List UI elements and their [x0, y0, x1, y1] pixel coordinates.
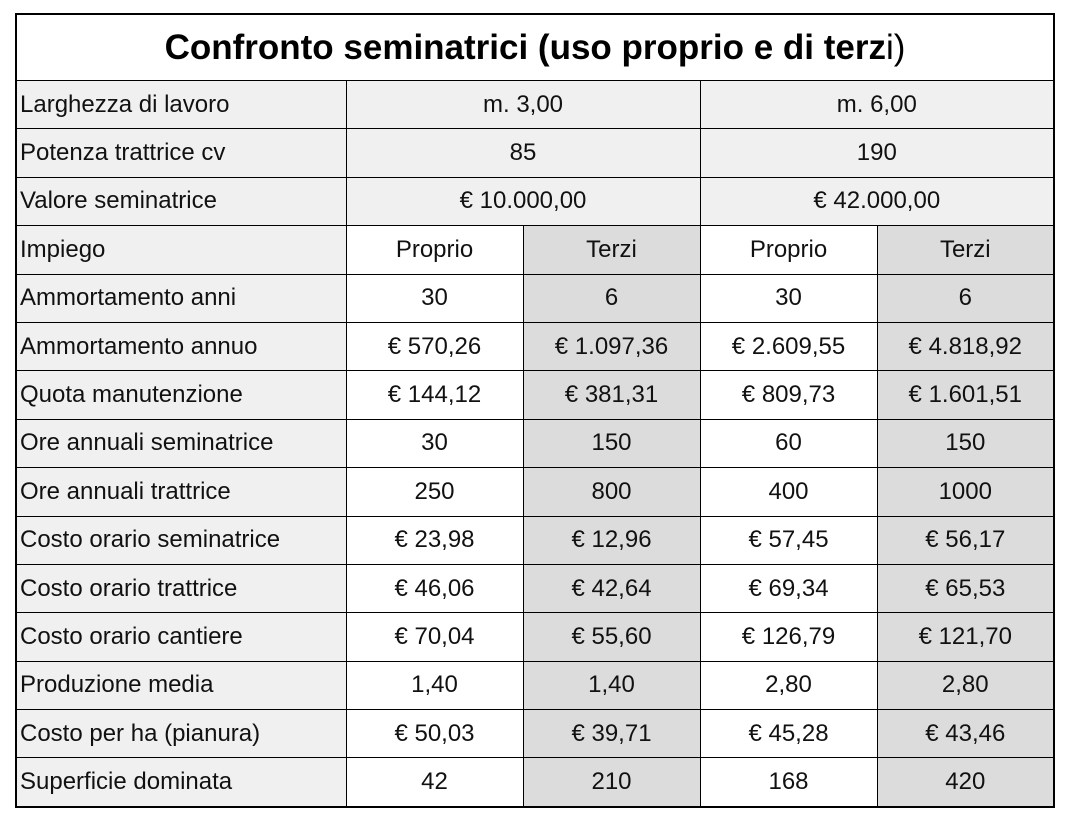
table-cell: 85	[346, 129, 700, 177]
table-cell: Proprio	[700, 226, 877, 274]
table-cell: 30	[700, 274, 877, 322]
table-cell: € 570,26	[346, 322, 523, 370]
row-label: Ammortamento annuo	[17, 322, 346, 370]
table-cell: 2,80	[700, 661, 877, 709]
table-cell: € 381,31	[523, 371, 700, 419]
table-cell: 30	[346, 419, 523, 467]
table-cell: 6	[523, 274, 700, 322]
table-row	[17, 371, 1053, 419]
table-row	[17, 177, 1053, 225]
table-cell: € 2.609,55	[700, 322, 877, 370]
table-cell: 42	[346, 758, 523, 806]
table-cell: 1000	[877, 468, 1053, 516]
table-row	[17, 516, 1053, 564]
table-row	[17, 468, 1053, 516]
table-cell: € 1.601,51	[877, 371, 1053, 419]
table-cell: € 70,04	[346, 613, 523, 661]
table-cell: € 10.000,00	[346, 177, 700, 225]
table-cell: 1,40	[346, 661, 523, 709]
table-cell: Terzi	[523, 226, 700, 274]
row-label: Costo orario cantiere	[17, 613, 346, 661]
table-cell: 168	[700, 758, 877, 806]
table-row	[17, 661, 1053, 709]
table-title	[17, 15, 1053, 81]
row-label: Superficie dominata	[17, 758, 346, 806]
table-cell: 30	[346, 274, 523, 322]
table-cell: € 65,53	[877, 564, 1053, 612]
table-cell: 400	[700, 468, 877, 516]
table-cell: € 57,45	[700, 516, 877, 564]
table-cell: € 126,79	[700, 613, 877, 661]
row-label: Ore annuali trattrice	[17, 468, 346, 516]
table-row	[17, 274, 1053, 322]
table-cell: 800	[523, 468, 700, 516]
table-cell: € 42.000,00	[700, 177, 1053, 225]
row-label: Ore annuali seminatrice	[17, 419, 346, 467]
table-cell: 60	[700, 419, 877, 467]
table-cell: 2,80	[877, 661, 1053, 709]
table-cell: 210	[523, 758, 700, 806]
table-row	[17, 613, 1053, 661]
table-cell: € 55,60	[523, 613, 700, 661]
table-cell: € 69,34	[700, 564, 877, 612]
table-cell: € 12,96	[523, 516, 700, 564]
table-cell: € 56,17	[877, 516, 1053, 564]
table-row	[17, 564, 1053, 612]
table-row	[17, 226, 1053, 274]
title-tail: i)	[886, 27, 906, 67]
table-cell: Terzi	[877, 226, 1053, 274]
row-label: Quota manutenzione	[17, 371, 346, 419]
table-row	[17, 419, 1053, 467]
table-cell: 250	[346, 468, 523, 516]
table-row	[17, 322, 1053, 370]
row-label: Valore seminatrice	[17, 177, 346, 225]
row-label: Costo orario trattrice	[17, 564, 346, 612]
table-cell: € 45,28	[700, 710, 877, 758]
table-cell: 6	[877, 274, 1053, 322]
table-cell: Proprio	[346, 226, 523, 274]
table-cell: 190	[700, 129, 1053, 177]
table-cell: € 121,70	[877, 613, 1053, 661]
row-label: Larghezza di lavoro	[17, 81, 346, 129]
row-label: Produzione media	[17, 661, 346, 709]
table-cell: € 43,46	[877, 710, 1053, 758]
row-label: Costo orario seminatrice	[17, 516, 346, 564]
table-cell: € 4.818,92	[877, 322, 1053, 370]
table-cell: 150	[523, 419, 700, 467]
table-row	[17, 81, 1053, 129]
table-cell: € 39,71	[523, 710, 700, 758]
row-label: Ammortamento anni	[17, 274, 346, 322]
table-cell: € 23,98	[346, 516, 523, 564]
table-cell: m. 6,00	[700, 81, 1053, 129]
comparison-sheet	[15, 13, 1055, 808]
row-label: Potenza trattrice cv	[17, 129, 346, 177]
table-cell: € 144,12	[346, 371, 523, 419]
row-label: Impiego	[17, 226, 346, 274]
table-cell: € 1.097,36	[523, 322, 700, 370]
table-row	[17, 758, 1053, 806]
comparison-table	[17, 81, 1053, 806]
table-cell: € 809,73	[700, 371, 877, 419]
title-bold: Confronto seminatrici (uso proprio e di terz	[164, 27, 886, 67]
table-cell: € 42,64	[523, 564, 700, 612]
table-cell: € 50,03	[346, 710, 523, 758]
table-row	[17, 710, 1053, 758]
table-cell: 1,40	[523, 661, 700, 709]
table-cell: m. 3,00	[346, 81, 700, 129]
table-cell: 420	[877, 758, 1053, 806]
table-cell: € 46,06	[346, 564, 523, 612]
table-cell: 150	[877, 419, 1053, 467]
table-row	[17, 129, 1053, 177]
row-label: Costo per ha (pianura)	[17, 710, 346, 758]
